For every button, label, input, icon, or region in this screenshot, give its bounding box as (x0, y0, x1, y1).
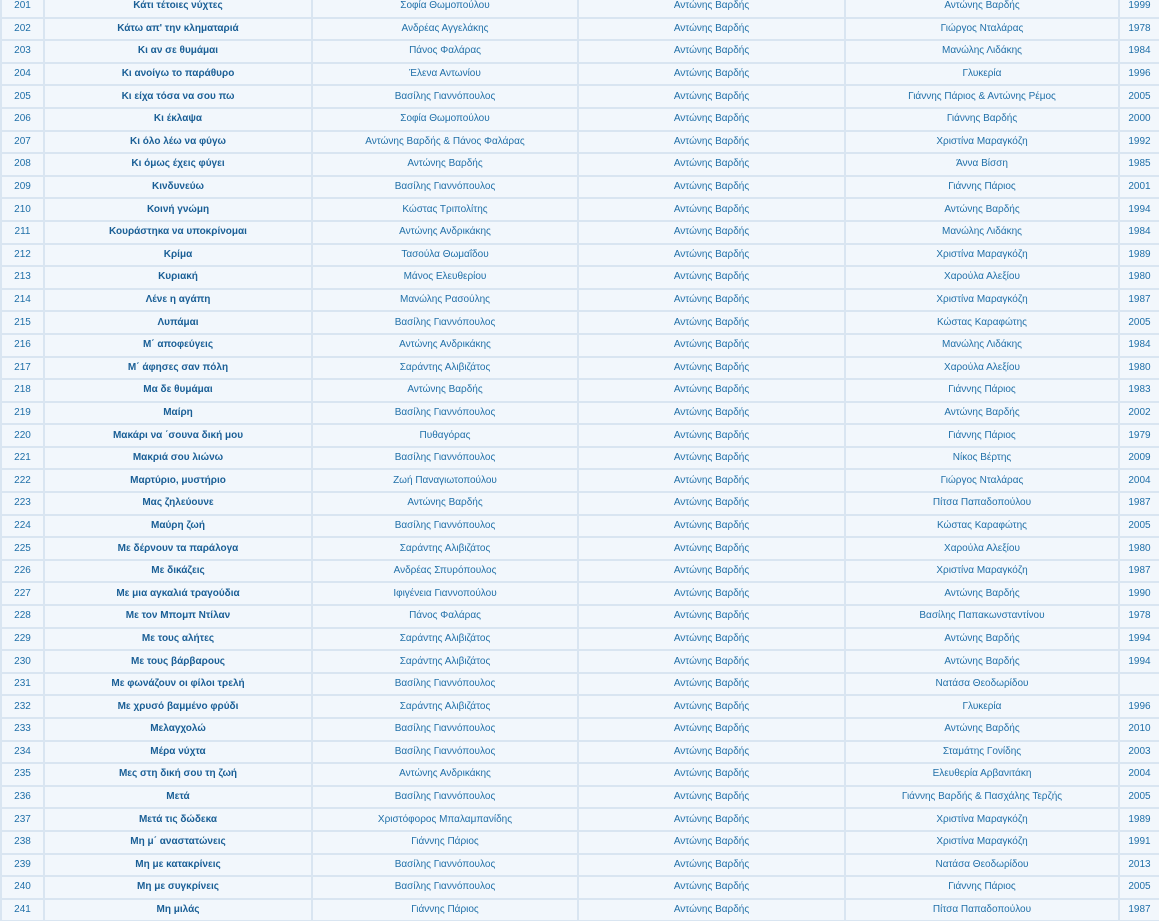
song-composer: Αντώνης Βαρδής (578, 763, 845, 786)
song-singer: Χριστίνα Μαραγκόζη (845, 831, 1119, 854)
table-row (1, 40, 1159, 63)
song-title[interactable]: Κι ανοίγω το παράθυρο (44, 63, 312, 86)
song-title[interactable]: Με δέρνουν τα παράλογα (44, 537, 312, 560)
song-composer: Αντώνης Βαρδής (578, 198, 845, 221)
song-year: 2013 (1119, 854, 1159, 877)
song-singer: Γλυκερία (845, 63, 1119, 86)
song-title[interactable]: Μαρτύριο, μυστήριο (44, 469, 312, 492)
song-year: 1989 (1119, 808, 1159, 831)
song-singer: Γιάννης Πάριος (845, 424, 1119, 447)
song-number: 230 (1, 650, 44, 673)
song-composer: Αντώνης Βαρδής (578, 582, 845, 605)
song-title[interactable]: Μα δε θυμάμαι (44, 379, 312, 402)
song-composer: Αντώνης Βαρδής (578, 447, 845, 470)
song-title[interactable]: Μ΄ αποφεύγεις (44, 334, 312, 357)
song-number: 236 (1, 786, 44, 809)
song-number: 211 (1, 221, 44, 244)
table-row (1, 718, 1159, 741)
song-title[interactable]: Μετά τις δώδεκα (44, 808, 312, 831)
song-title[interactable]: Κι αν σε θυμάμαι (44, 40, 312, 63)
song-composer: Αντώνης Βαρδής (578, 153, 845, 176)
song-singer: Αντώνης Βαρδής (845, 718, 1119, 741)
table-row (1, 469, 1159, 492)
song-lyricist: Πυθαγόρας (312, 424, 578, 447)
song-title[interactable]: Λυπάμαι (44, 311, 312, 334)
song-title[interactable]: Με τους βάρβαρους (44, 650, 312, 673)
song-composer: Αντώνης Βαρδής (578, 492, 845, 515)
song-lyricist: Βασίλης Γιαννόπουλος (312, 718, 578, 741)
song-number: 227 (1, 582, 44, 605)
song-composer: Αντώνης Βαρδής (578, 40, 845, 63)
song-title[interactable]: Μη με συγκρίνεις (44, 876, 312, 899)
song-lyricist: Βασίλης Γιαννόπουλος (312, 85, 578, 108)
song-lyricist: Ζωή Παναγιωτοπούλου (312, 469, 578, 492)
song-singer: Χαρούλα Αλεξίου (845, 357, 1119, 380)
table-row (1, 560, 1159, 583)
song-year: 1980 (1119, 537, 1159, 560)
table-row (1, 763, 1159, 786)
song-title[interactable]: Μέρα νύχτα (44, 741, 312, 764)
song-singer: Χριστίνα Μαραγκόζη (845, 289, 1119, 312)
song-title[interactable]: Μ΄ άφησες σαν πόλη (44, 357, 312, 380)
song-composer: Αντώνης Βαρδής (578, 695, 845, 718)
song-title[interactable]: Μακάρι να ΄σουνα δική μου (44, 424, 312, 447)
song-singer: Γιάννης Πάριος (845, 876, 1119, 899)
song-composer: Αντώνης Βαρδής (578, 221, 845, 244)
song-composer: Αντώνης Βαρδής (578, 18, 845, 41)
song-number: 206 (1, 108, 44, 131)
song-lyricist: Σαράντης Αλιβιζάτος (312, 357, 578, 380)
song-singer: Αντώνης Βαρδής (845, 0, 1119, 18)
song-title[interactable]: Κι είχα τόσα να σου πω (44, 85, 312, 108)
table-row (1, 876, 1159, 899)
song-composer: Αντώνης Βαρδής (578, 831, 845, 854)
song-lyricist: Πάνος Φαλάρας (312, 605, 578, 628)
song-singer: Αντώνης Βαρδής (845, 402, 1119, 425)
song-year: 1980 (1119, 266, 1159, 289)
song-number: 221 (1, 447, 44, 470)
table-row (1, 108, 1159, 131)
song-title[interactable]: Κι όμως έχεις φύγει (44, 153, 312, 176)
table-row (1, 357, 1159, 380)
song-year: 2005 (1119, 515, 1159, 538)
table-row (1, 492, 1159, 515)
song-year: 1990 (1119, 582, 1159, 605)
table-row (1, 650, 1159, 673)
song-title[interactable]: Μες στη δική σου τη ζωή (44, 763, 312, 786)
song-number: 239 (1, 854, 44, 877)
song-lyricist: Αντώνης Βαρδής (312, 153, 578, 176)
song-title[interactable]: Μη μιλάς (44, 899, 312, 921)
song-title[interactable]: Με φωνάζουν οι φίλοι τρελή (44, 673, 312, 696)
song-composer: Αντώνης Βαρδής (578, 741, 845, 764)
song-number: 212 (1, 244, 44, 267)
song-singer: Αντώνης Βαρδής (845, 628, 1119, 651)
song-title[interactable]: Μαύρη ζωή (44, 515, 312, 538)
song-number: 209 (1, 176, 44, 199)
song-composer: Αντώνης Βαρδής (578, 560, 845, 583)
table-row (1, 695, 1159, 718)
table-row (1, 334, 1159, 357)
song-composer: Αντώνης Βαρδής (578, 357, 845, 380)
song-year: 1994 (1119, 198, 1159, 221)
table-row (1, 176, 1159, 199)
song-title[interactable]: Μη με κατακρίνεις (44, 854, 312, 877)
table-row (1, 854, 1159, 877)
song-lyricist: Σαράντης Αλιβιζάτος (312, 537, 578, 560)
song-singer: Χριστίνα Μαραγκόζη (845, 808, 1119, 831)
song-number: 223 (1, 492, 44, 515)
song-lyricist: Σοφία Θωμοπούλου (312, 0, 578, 18)
song-lyricist: Βασίλης Γιαννόπουλος (312, 447, 578, 470)
song-singer: Χαρούλα Αλεξίου (845, 537, 1119, 560)
table-row (1, 515, 1159, 538)
song-composer: Αντώνης Βαρδής (578, 424, 845, 447)
song-year: 2005 (1119, 311, 1159, 334)
song-title[interactable]: Κάτω απ' την κληματαριά (44, 18, 312, 41)
song-composer: Αντώνης Βαρδής (578, 899, 845, 921)
song-composer: Αντώνης Βαρδής (578, 808, 845, 831)
song-year: 1999 (1119, 0, 1159, 18)
song-number: 210 (1, 198, 44, 221)
song-year: 1987 (1119, 289, 1159, 312)
song-lyricist: Κώστας Τριπολίτης (312, 198, 578, 221)
song-lyricist: Μανώλης Ρασούλης (312, 289, 578, 312)
song-lyricist: Σαράντης Αλιβιζάτος (312, 695, 578, 718)
song-composer: Αντώνης Βαρδής (578, 628, 845, 651)
song-lyricist: Ιφιγένεια Γιαννοπούλου (312, 582, 578, 605)
song-composer: Αντώνης Βαρδής (578, 605, 845, 628)
song-year (1119, 673, 1159, 696)
song-title[interactable]: Με τους αλήτες (44, 628, 312, 651)
song-singer: Χριστίνα Μαραγκόζη (845, 244, 1119, 267)
song-number: 240 (1, 876, 44, 899)
song-composer: Αντώνης Βαρδής (578, 176, 845, 199)
table-row (1, 244, 1159, 267)
song-number: 205 (1, 85, 44, 108)
song-singer: Πίτσα Παπαδοπούλου (845, 899, 1119, 921)
song-year: 2004 (1119, 469, 1159, 492)
song-year: 1980 (1119, 357, 1159, 380)
table-row (1, 582, 1159, 605)
song-year: 1996 (1119, 63, 1159, 86)
song-singer: Κώστας Καραφώτης (845, 311, 1119, 334)
song-year: 2001 (1119, 176, 1159, 199)
song-title[interactable]: Μακριά σου λιώνω (44, 447, 312, 470)
song-year: 1987 (1119, 560, 1159, 583)
song-number: 225 (1, 537, 44, 560)
song-composer: Αντώνης Βαρδής (578, 131, 845, 154)
song-number: 238 (1, 831, 44, 854)
song-singer: Χριστίνα Μαραγκόζη (845, 131, 1119, 154)
song-composer: Αντώνης Βαρδής (578, 289, 845, 312)
table-row (1, 741, 1159, 764)
song-singer: Γιώργος Νταλάρας (845, 469, 1119, 492)
table-row (1, 673, 1159, 696)
table-row (1, 18, 1159, 41)
table-row (1, 221, 1159, 244)
table-row (1, 131, 1159, 154)
song-year: 1978 (1119, 605, 1159, 628)
song-number: 224 (1, 515, 44, 538)
song-singer: Μανώλης Λιδάκης (845, 221, 1119, 244)
song-title[interactable]: Μαίρη (44, 402, 312, 425)
song-number: 231 (1, 673, 44, 696)
song-number: 220 (1, 424, 44, 447)
song-lyricist: Ανδρέας Αγγελάκης (312, 18, 578, 41)
song-singer: Αντώνης Βαρδής (845, 650, 1119, 673)
song-number: 202 (1, 18, 44, 41)
song-year: 1987 (1119, 492, 1159, 515)
song-singer: Μανώλης Λιδάκης (845, 334, 1119, 357)
song-lyricist: Αντώνης Ανδρικάκης (312, 334, 578, 357)
song-year: 1994 (1119, 650, 1159, 673)
song-title[interactable]: Μη μ΄ αναστατώνεις (44, 831, 312, 854)
song-number: 228 (1, 605, 44, 628)
song-title[interactable]: Μας ζηλεύουνε (44, 492, 312, 515)
song-year: 1978 (1119, 18, 1159, 41)
table-row (1, 153, 1159, 176)
song-singer: Γιώργος Νταλάρας (845, 18, 1119, 41)
song-title[interactable]: Κρίμα (44, 244, 312, 267)
table-row (1, 537, 1159, 560)
song-year: 1992 (1119, 131, 1159, 154)
table-row (1, 628, 1159, 651)
song-title[interactable]: Κουράστηκα να υποκρίνομαι (44, 221, 312, 244)
song-year: 2002 (1119, 402, 1159, 425)
song-year: 1984 (1119, 221, 1159, 244)
song-lyricist: Γιάννης Πάριος (312, 831, 578, 854)
song-number: 207 (1, 131, 44, 154)
song-singer: Ελευθερία Αρβανιτάκη (845, 763, 1119, 786)
song-number: 215 (1, 311, 44, 334)
song-composer: Αντώνης Βαρδής (578, 854, 845, 877)
song-number: 237 (1, 808, 44, 831)
song-composer: Αντώνης Βαρδής (578, 650, 845, 673)
song-lyricist: Αντώνης Βαρδής (312, 492, 578, 515)
song-year: 1987 (1119, 899, 1159, 921)
song-singer: Αντώνης Βαρδής (845, 198, 1119, 221)
song-lyricist: Βασίλης Γιαννόπουλος (312, 854, 578, 877)
song-composer: Αντώνης Βαρδής (578, 469, 845, 492)
song-singer: Γιάννης Βαρδής & Πασχάλης Τερζής (845, 786, 1119, 809)
song-number: 208 (1, 153, 44, 176)
song-singer: Γλυκερία (845, 695, 1119, 718)
song-composer: Αντώνης Βαρδής (578, 63, 845, 86)
song-composer: Αντώνης Βαρδής (578, 244, 845, 267)
table-row (1, 786, 1159, 809)
song-singer: Γιάννης Πάριος (845, 379, 1119, 402)
song-singer: Βασίλης Παπακωνσταντίνου (845, 605, 1119, 628)
song-number: 214 (1, 289, 44, 312)
song-singer: Σταμάτης Γονίδης (845, 741, 1119, 764)
song-singer: Γιάννης Πάριος & Αντώνης Ρέμος (845, 85, 1119, 108)
song-lyricist: Πάνος Φαλάρας (312, 40, 578, 63)
song-singer: Νατάσα Θεοδωρίδου (845, 673, 1119, 696)
table-row (1, 198, 1159, 221)
song-lyricist: Βασίλης Γιαννόπουλος (312, 673, 578, 696)
song-composer: Αντώνης Βαρδής (578, 876, 845, 899)
song-number: 204 (1, 63, 44, 86)
song-singer: Γιάννης Βαρδής (845, 108, 1119, 131)
table-row (1, 899, 1159, 921)
table-row (1, 0, 1159, 18)
song-year: 2009 (1119, 447, 1159, 470)
table-row (1, 808, 1159, 831)
song-composer: Αντώνης Βαρδής (578, 266, 845, 289)
song-lyricist: Βασίλης Γιαννόπουλος (312, 515, 578, 538)
song-lyricist: Βασίλης Γιαννόπουλος (312, 786, 578, 809)
song-title[interactable]: Κάτι τέτοιες νύχτες (44, 0, 312, 18)
song-title[interactable]: Κι όλο λέω να φύγω (44, 131, 312, 154)
song-lyricist: Τασούλα Θωμαΐδου (312, 244, 578, 267)
song-singer: Κώστας Καραφώτης (845, 515, 1119, 538)
song-composer: Αντώνης Βαρδής (578, 85, 845, 108)
song-lyricist: Σαράντης Αλιβιζάτος (312, 628, 578, 651)
song-number: 234 (1, 741, 44, 764)
song-singer: Άννα Βίσση (845, 153, 1119, 176)
song-year: 1979 (1119, 424, 1159, 447)
song-composer: Αντώνης Βαρδής (578, 311, 845, 334)
song-lyricist: Ανδρέας Σπυρόπουλος (312, 560, 578, 583)
song-singer: Νίκος Βέρτης (845, 447, 1119, 470)
song-singer: Αντώνης Βαρδής (845, 582, 1119, 605)
table-row (1, 831, 1159, 854)
song-composer: Αντώνης Βαρδής (578, 537, 845, 560)
song-title[interactable]: Με χρυσό βαμμένο φρύδι (44, 695, 312, 718)
table-row (1, 289, 1159, 312)
song-number: 229 (1, 628, 44, 651)
song-year: 1991 (1119, 831, 1159, 854)
song-year: 2010 (1119, 718, 1159, 741)
song-composer: Αντώνης Βαρδής (578, 786, 845, 809)
song-title[interactable]: Κυριακή (44, 266, 312, 289)
song-number: 213 (1, 266, 44, 289)
table-row (1, 311, 1159, 334)
table-row (1, 63, 1159, 86)
song-lyricist: Γιάννης Πάριος (312, 899, 578, 921)
song-lyricist: Αντώνης Βαρδής (312, 379, 578, 402)
song-lyricist: Μάνος Ελευθερίου (312, 266, 578, 289)
song-number: 217 (1, 357, 44, 380)
song-number: 201 (1, 0, 44, 18)
song-year: 1983 (1119, 379, 1159, 402)
table-row (1, 447, 1159, 470)
song-singer: Πίτσα Παπαδοπούλου (845, 492, 1119, 515)
table-row (1, 379, 1159, 402)
song-year: 2004 (1119, 763, 1159, 786)
song-title[interactable]: Κινδυνεύω (44, 176, 312, 199)
song-lyricist: Αντώνης Βαρδής & Πάνος Φαλάρας (312, 131, 578, 154)
song-year: 1984 (1119, 40, 1159, 63)
song-title[interactable]: Λένε η αγάπη (44, 289, 312, 312)
song-title[interactable]: Κοινή γνώμη (44, 198, 312, 221)
song-year: 1984 (1119, 334, 1159, 357)
song-lyricist: Αντώνης Ανδρικάκης (312, 763, 578, 786)
song-year: 1989 (1119, 244, 1159, 267)
song-year: 2000 (1119, 108, 1159, 131)
song-number: 232 (1, 695, 44, 718)
table-row (1, 85, 1159, 108)
song-singer: Νατάσα Θεοδωρίδου (845, 854, 1119, 877)
song-lyricist: Χριστόφορος Μπαλαμπανίδης (312, 808, 578, 831)
song-composer: Αντώνης Βαρδής (578, 0, 845, 18)
song-lyricist: Βασίλης Γιαννόπουλος (312, 876, 578, 899)
song-year: 2005 (1119, 876, 1159, 899)
song-year: 2005 (1119, 85, 1159, 108)
song-title[interactable]: Μελαγχολώ (44, 718, 312, 741)
song-lyricist: Έλενα Αντωνίου (312, 63, 578, 86)
song-year: 1996 (1119, 695, 1159, 718)
song-number: 216 (1, 334, 44, 357)
song-number: 203 (1, 40, 44, 63)
song-lyricist: Σαράντης Αλιβιζάτος (312, 650, 578, 673)
song-year: 1994 (1119, 628, 1159, 651)
song-composer: Αντώνης Βαρδής (578, 515, 845, 538)
song-singer: Χαρούλα Αλεξίου (845, 266, 1119, 289)
table-row (1, 605, 1159, 628)
song-composer: Αντώνης Βαρδής (578, 379, 845, 402)
table-row (1, 402, 1159, 425)
song-title[interactable]: Με μια αγκαλιά τραγούδια (44, 582, 312, 605)
table-row (1, 266, 1159, 289)
song-number: 218 (1, 379, 44, 402)
song-singer: Χριστίνα Μαραγκόζη (845, 560, 1119, 583)
song-title[interactable]: Μετά (44, 786, 312, 809)
song-lyricist: Βασίλης Γιαννόπουλος (312, 402, 578, 425)
song-composer: Αντώνης Βαρδής (578, 108, 845, 131)
song-number: 235 (1, 763, 44, 786)
song-number: 226 (1, 560, 44, 583)
song-year: 2005 (1119, 786, 1159, 809)
song-lyricist: Σοφία Θωμοπούλου (312, 108, 578, 131)
song-year: 2003 (1119, 741, 1159, 764)
song-composer: Αντώνης Βαρδής (578, 402, 845, 425)
song-singer: Γιάννης Πάριος (845, 176, 1119, 199)
song-composer: Αντώνης Βαρδής (578, 718, 845, 741)
song-title[interactable]: Με δικάζεις (44, 560, 312, 583)
song-title[interactable]: Κι έκλαψα (44, 108, 312, 131)
song-composer: Αντώνης Βαρδής (578, 334, 845, 357)
song-lyricist: Βασίλης Γιαννόπουλος (312, 311, 578, 334)
song-composer: Αντώνης Βαρδής (578, 673, 845, 696)
table-row (1, 424, 1159, 447)
song-singer: Μανώλης Λιδάκης (845, 40, 1119, 63)
song-number: 233 (1, 718, 44, 741)
song-lyricist: Βασίλης Γιαννόπουλος (312, 741, 578, 764)
song-lyricist: Βασίλης Γιαννόπουλος (312, 176, 578, 199)
song-year: 1985 (1119, 153, 1159, 176)
songs-table-body (1, 0, 1159, 921)
song-number: 219 (1, 402, 44, 425)
song-number: 241 (1, 899, 44, 921)
song-lyricist: Αντώνης Ανδρικάκης (312, 221, 578, 244)
song-number: 222 (1, 469, 44, 492)
song-title[interactable]: Με τον Μπομπ Ντίλαν (44, 605, 312, 628)
